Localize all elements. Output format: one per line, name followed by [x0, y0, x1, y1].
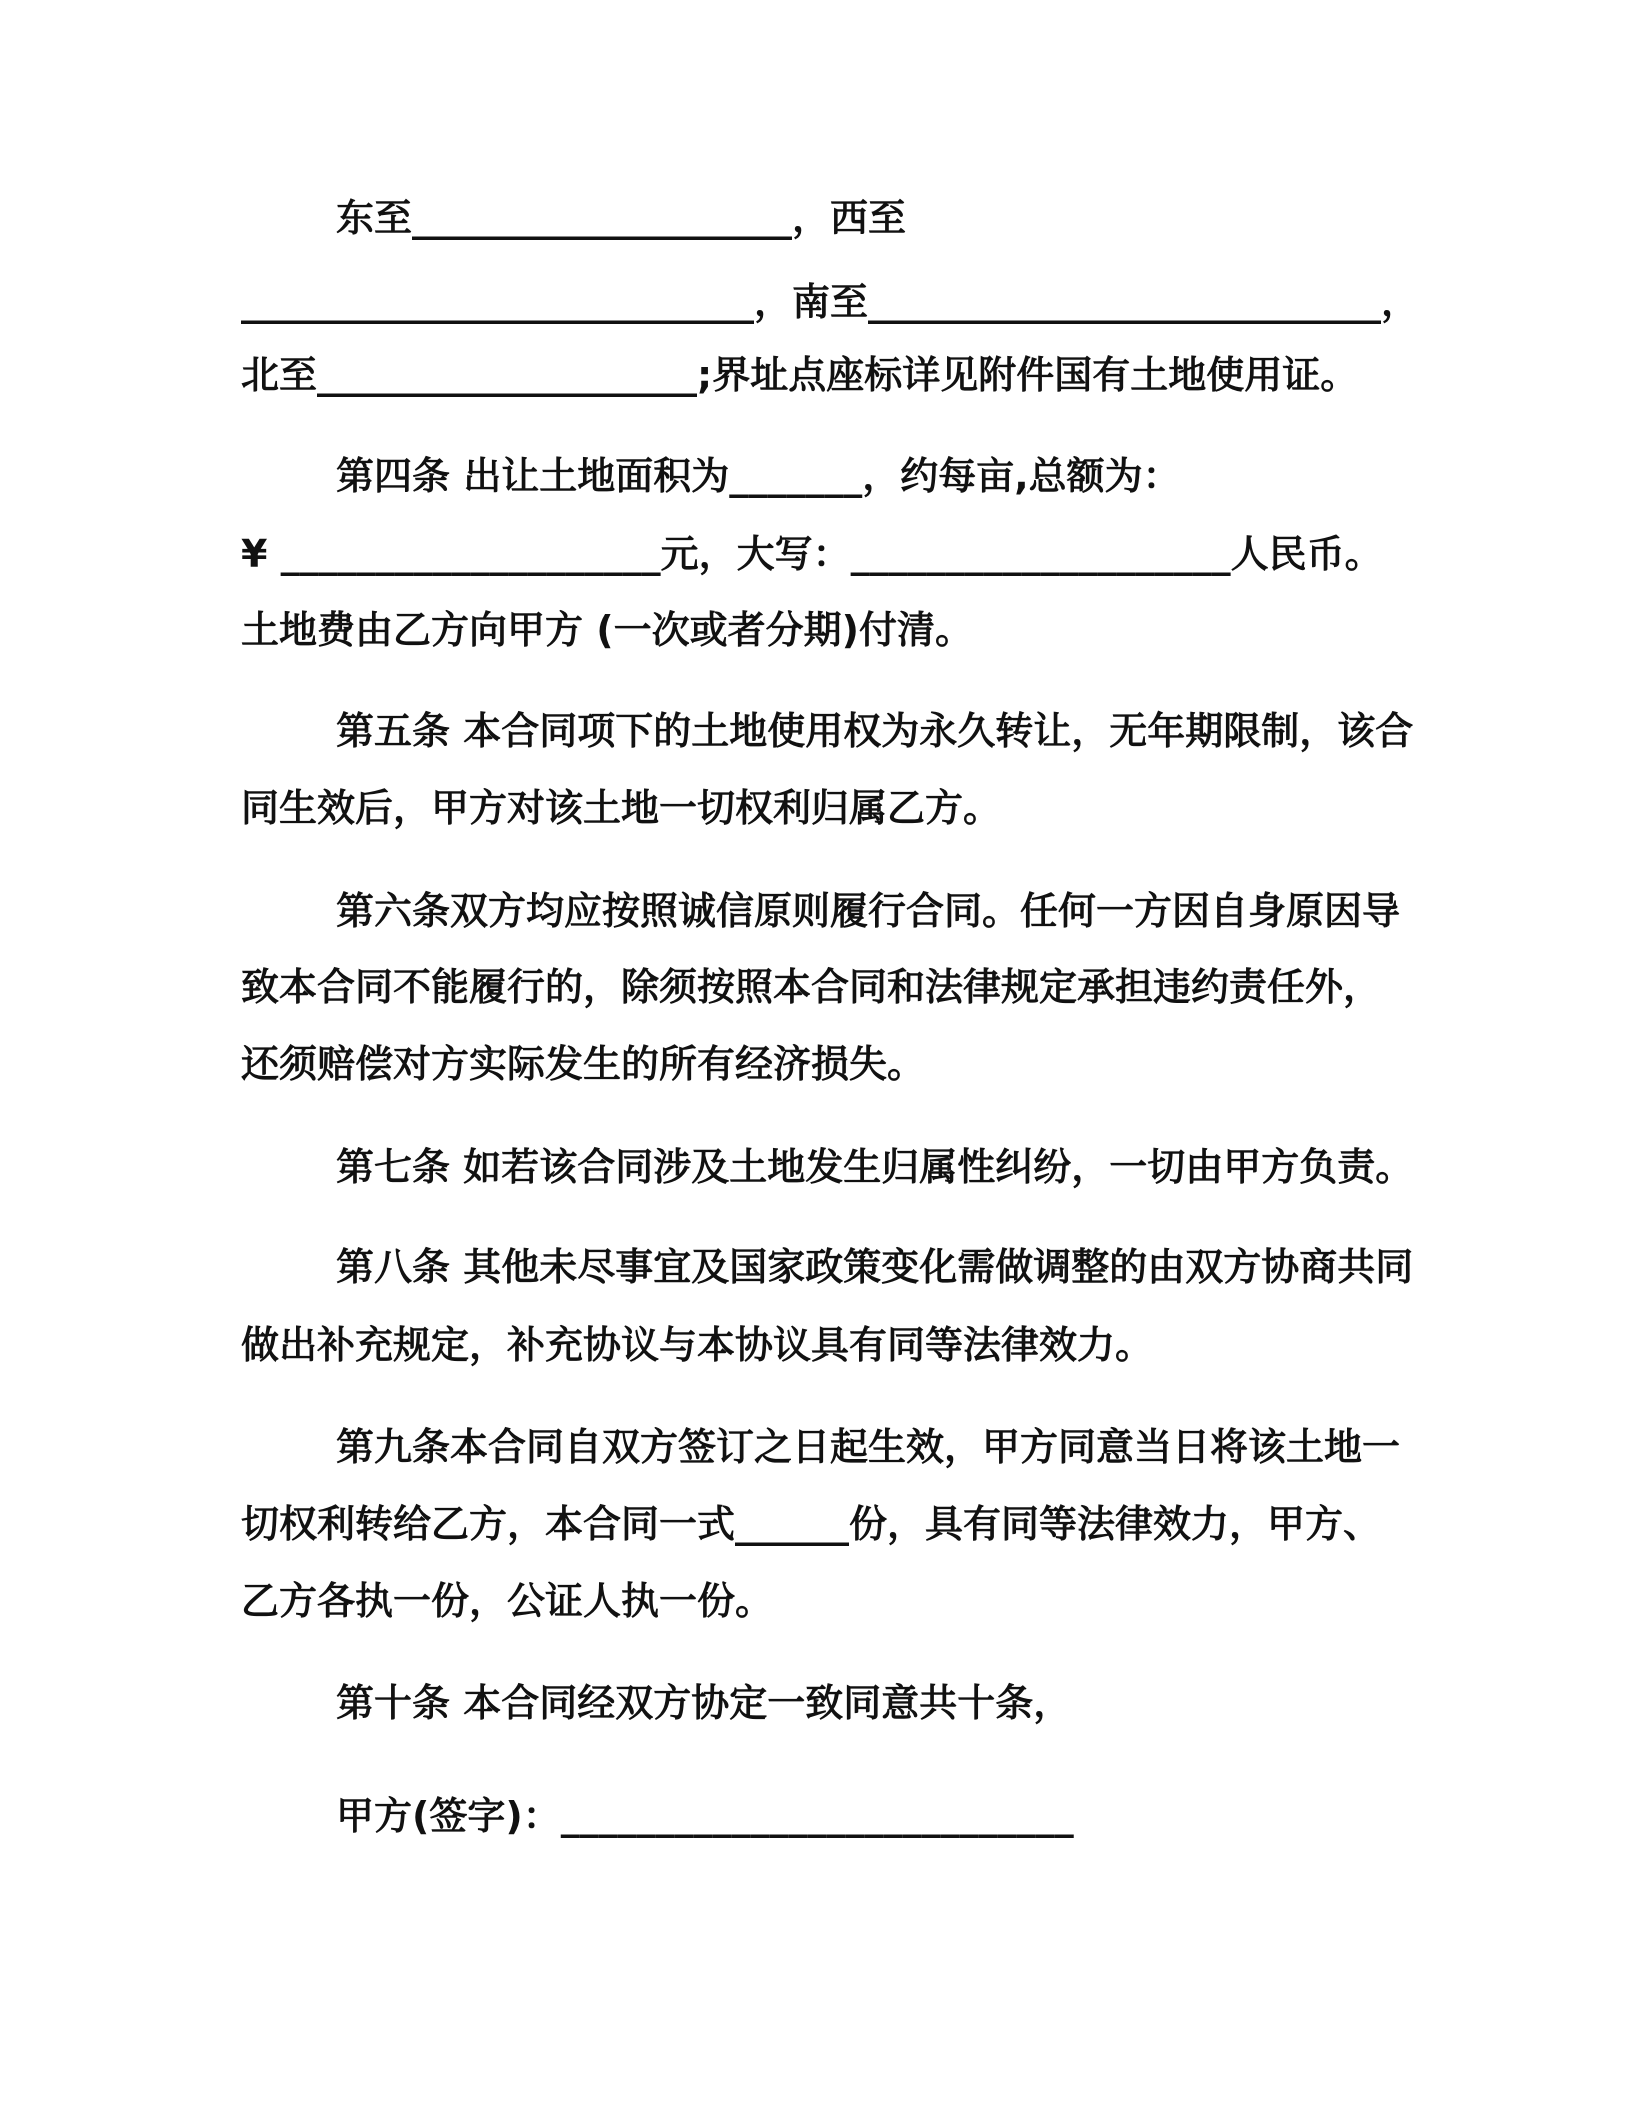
- article-8-line-1: 第八条 其他未尽事宜及国家政策变化需做调整的由双方协商共同: [336, 1245, 1414, 1289]
- boundary-north-line: 北至____________________;界址点座标详见附件国有土地使用证。: [241, 353, 1359, 397]
- article-7-line-1: 第七条 如若该合同涉及土地发生归属性纠纷，一切由甲方负责。: [336, 1145, 1414, 1189]
- boundary-south-line: ___________________________，南至___________________________，: [241, 280, 1420, 324]
- article-4-line-1: 第四条 出让土地面积为_______，约每亩,总额为：: [336, 454, 1181, 498]
- article-6-line-1: 第六条双方均应按照诚信原则履行合同。任何一方因自身原因导: [336, 889, 1401, 933]
- party-a-signature-line: 甲方(签字)：___________________________: [336, 1794, 1074, 1838]
- article-8-line-2: 做出补充规定，补充协议与本协议具有同等法律效力。: [241, 1323, 1154, 1367]
- article-6-line-3: 还须赔偿对方实际发生的所有经济损失。: [241, 1042, 926, 1086]
- article-9-line-1: 第九条本合同自双方签订之日起生效，甲方同意当日将该土地一: [336, 1425, 1401, 1469]
- article-4-line-2: ¥ ____________________元，大写：____________________人民币。: [241, 532, 1383, 576]
- article-5-line-2: 同生效后，甲方对该土地一切权利归属乙方。: [241, 786, 1002, 830]
- article-6-line-2: 致本合同不能履行的，除须按照本合同和法律规定承担违约责任外，: [241, 965, 1382, 1009]
- article-10-line-1: 第十条 本合同经双方协定一致同意共十条，: [336, 1681, 1072, 1725]
- article-4-line-3: 土地费由乙方向甲方 (一次或者分期)付清。: [241, 608, 973, 652]
- article-5-line-1: 第五条 本合同项下的土地使用权为永久转让，无年期限制，该合: [336, 709, 1414, 753]
- article-9-line-3: 乙方各执一份，公证人执一份。: [241, 1579, 774, 1623]
- boundary-east-west-line: 东至____________________，西至: [336, 196, 907, 240]
- article-9-line-2: 切权利转给乙方，本合同一式______份，具有同等法律效力，甲方、: [241, 1502, 1382, 1546]
